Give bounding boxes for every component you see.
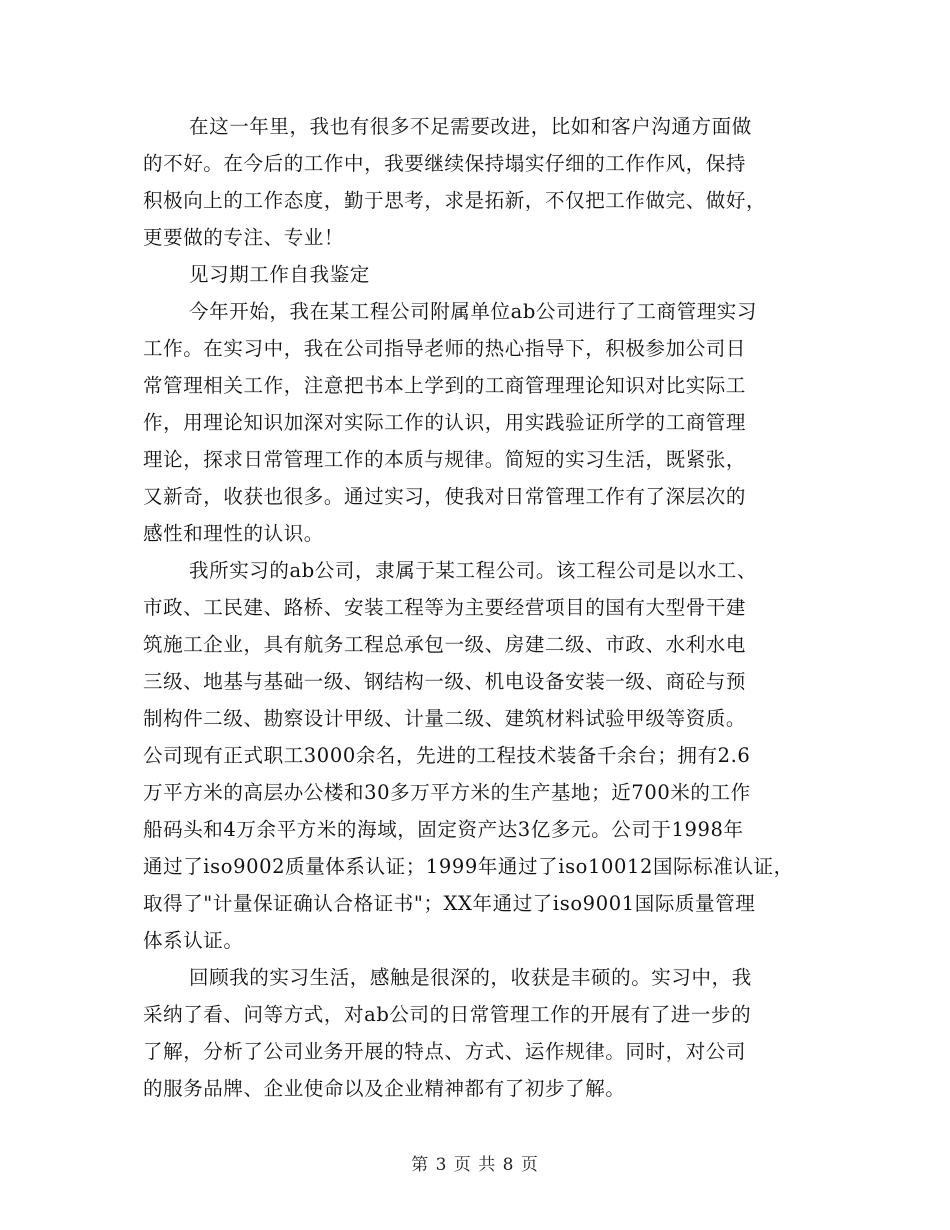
text-line: 取得了"计量保证确认合格证书"；XX年通过了iso9001国际质量管理 xyxy=(143,892,756,915)
text-line: 制构件二级、勘察设计甲级、计量二级、建筑材料试验甲级等资质。 xyxy=(143,707,747,730)
text-line: 积极向上的工作态度，勤于思考，求是拓新，不仅把工作做完、做好， xyxy=(143,189,767,212)
text-line: 体系认证。 xyxy=(143,929,244,952)
text-line: 作，用理论知识加深对实际工作的认识，用实践验证所学的工商管理 xyxy=(143,411,747,434)
heading-text: 见习期工作自我鉴定 xyxy=(189,263,370,286)
document-body xyxy=(143,108,823,1107)
text-line: 工作。在实习中，我在公司指导老师的热心指导下，积极参加公司日 xyxy=(143,337,747,360)
text-line: 在这一年里，我也有很多不足需要改进，比如和客户沟通方面做 xyxy=(189,115,752,138)
text-line: 万平方米的高层办公楼和30多万平方米的生产基地；近700米的工作 xyxy=(143,781,751,804)
text-line: 常管理相关工作，注意把书本上学到的工商管理理论知识对比实际工 xyxy=(143,374,747,397)
text-line: 船码头和4万余平方米的海域，固定资产达3亿多元。公司于1998年 xyxy=(143,818,744,841)
section-heading xyxy=(143,256,823,293)
text-line: 理论，探求日常管理工作的本质与规律。简短的实习生活，既紧张， xyxy=(143,448,747,471)
text-line: 市政、工民建、路桥、安装工程等为主要经营项目的国有大型骨干建 xyxy=(143,596,747,619)
text-line: 的服务品牌、企业使命以及企业精神都有了初步了解。 xyxy=(143,1077,626,1100)
paragraph-improvement xyxy=(143,108,823,256)
page-number-footer: 第 3 页 共 8 页 xyxy=(411,1155,539,1175)
paragraph-reflection xyxy=(143,959,823,1107)
text-line: 又新奇，收获也很多。通过实习，使我对日常管理工作有了深层次的 xyxy=(143,485,747,508)
text-line: 回顾我的实习生活，感触是很深的，收获是丰硕的。实习中，我 xyxy=(189,966,752,989)
text-line: 更要做的专注、专业！ xyxy=(143,226,345,249)
text-line: 感性和理性的认识。 xyxy=(143,522,324,545)
paragraph-company-profile xyxy=(143,552,823,959)
text-line: 我所实习的ab公司，隶属于某工程公司。该工程公司是以水工、 xyxy=(189,559,758,582)
text-line: 公司现有正式职工3000余名，先进的工程技术装备千余台；拥有2.6 xyxy=(143,744,751,767)
text-line: 采纳了看、问等方式，对ab公司的日常管理工作的开展有了进一步的 xyxy=(143,1003,752,1026)
text-line: 筑施工企业，具有航务工程总承包一级、房建二级、市政、水利水电 xyxy=(143,633,747,656)
text-line: 三级、地基与基础一级、钢结构一级、机电设备安装一级、商砼与预 xyxy=(143,670,747,693)
text-line: 今年开始，我在某工程公司附属单位ab公司进行了工商管理实习 xyxy=(189,300,758,323)
text-line: 了解，分析了公司业务开展的特点、方式、运作规律。同时，对公司 xyxy=(143,1040,747,1063)
text-line: 通过了iso9002质量体系认证；1999年通过了iso10012国际标准认证， xyxy=(143,855,794,878)
paragraph-internship-intro xyxy=(143,293,823,552)
text-line: 的不好。在今后的工作中，我要继续保持塌实仔细的工作作风，保持 xyxy=(143,152,747,175)
